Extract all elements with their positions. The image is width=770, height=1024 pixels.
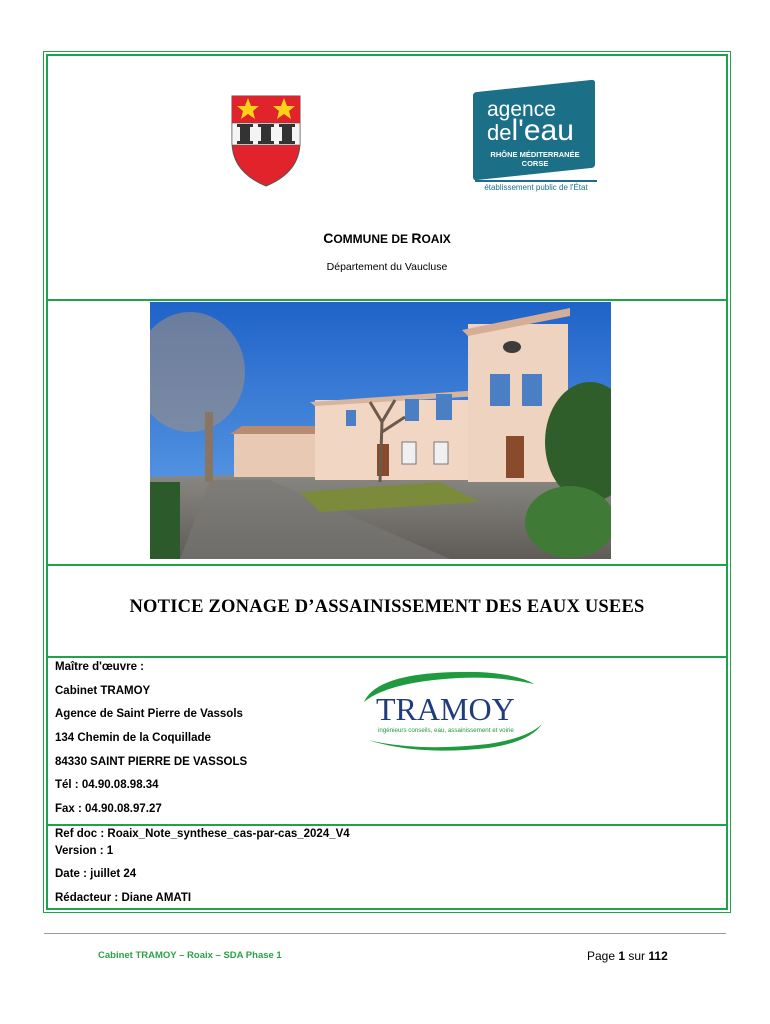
commune-title xyxy=(48,230,726,246)
footer-left-text: Cabinet TRAMOY – Roaix – SDA Phase 1 xyxy=(98,950,282,961)
agence-logo-region-2: CORSE xyxy=(521,159,549,168)
maitre-oeuvre-line: 84330 SAINT PIERRE DE VASSOLS xyxy=(55,756,248,768)
section-divider xyxy=(48,299,726,301)
cover-frame xyxy=(46,54,728,910)
maitre-oeuvre-line: 134 Chemin de la Coquillade xyxy=(55,732,211,744)
page-mid: sur xyxy=(625,949,649,963)
page-current: 1 xyxy=(618,949,626,963)
footer-rule xyxy=(44,933,726,934)
redacteur: Rédacteur : Diane AMATI xyxy=(55,892,192,904)
agence-logo-eau: l'eau xyxy=(511,114,574,147)
agence-logo-region xyxy=(485,150,585,168)
tramoy-logo-tagline: ingénieurs conseils, eau, assainissement et voirie xyxy=(378,727,514,734)
commune-name-first-letter: R xyxy=(411,230,422,246)
section-divider xyxy=(48,824,726,826)
agence-logo-tagline: établissement public de l'État xyxy=(475,180,597,194)
ref-doc: Ref doc : Roaix_Note_synthese_cas-par-cas_2024_V4 xyxy=(55,828,350,840)
roaix-coat-of-arms-logo xyxy=(222,90,310,190)
commune-first-letter: C xyxy=(323,230,334,246)
section-divider xyxy=(48,656,726,658)
document-title: NOTICE ZONAGE D’ASSAINISSEMENT DES EAUX USEES xyxy=(129,597,645,617)
commune-name-rest: OAIX xyxy=(421,232,451,246)
agence-logo-word2 xyxy=(487,114,574,147)
tramoy-logo-name: TRAMOY xyxy=(376,691,515,727)
maitre-oeuvre-label: Maître d'œuvre : xyxy=(55,661,144,673)
page-number xyxy=(587,949,668,963)
maitre-oeuvre-line: Cabinet TRAMOY xyxy=(55,685,151,697)
page-prefix: Page xyxy=(587,949,619,963)
date: Date : juillet 24 xyxy=(55,868,137,880)
maitre-oeuvre-line: Agence de Saint Pierre de Vassols xyxy=(55,708,243,720)
maitre-oeuvre-line: Fax : 04.90.08.97.27 xyxy=(55,803,162,815)
agence-logo-prefix: de xyxy=(487,120,512,145)
version: Version : 1 xyxy=(55,845,114,857)
agence-de-l-eau-logo xyxy=(473,86,599,196)
agence-logo-word: agence xyxy=(487,98,556,121)
departement-subtitle: Département du Vaucluse xyxy=(326,261,448,273)
section-divider xyxy=(48,564,726,566)
agence-logo-region-1: RHÔNE MÉDITERRANÉE xyxy=(490,150,580,159)
maitre-oeuvre-line: Tél : 04.90.08.98.34 xyxy=(55,779,159,791)
town-hall-photo xyxy=(150,302,611,559)
tramoy-logo xyxy=(358,668,548,752)
commune-rest: OMMUNE DE xyxy=(333,232,412,246)
page-total: 112 xyxy=(648,949,668,963)
